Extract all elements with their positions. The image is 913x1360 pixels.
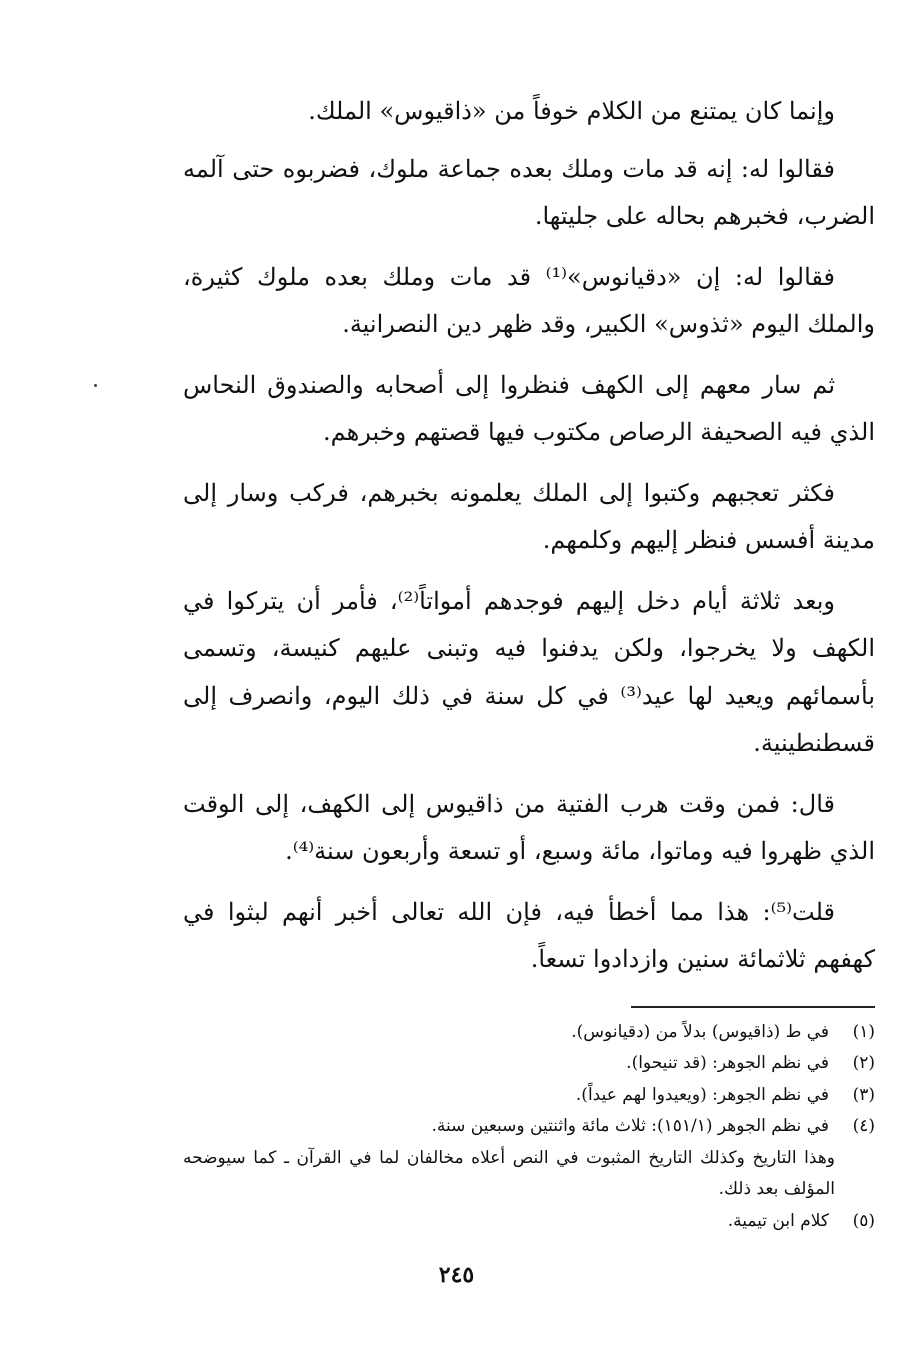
paragraph-7: قال: فمن وقت هرب الفتية من ذاقيوس إلى الكهف، إلى الوقت الذي ظهروا فيه وماتوا، مائة وسبع، أو تسعة وأربعون سنة⁽⁴⁾. <box>183 789 875 865</box>
scan-speck <box>94 384 97 387</box>
footnote-text: في نظم الجوهر: (ويعيدوا لهم عيداً). <box>575 1084 829 1105</box>
footnote-4-continuation: وهذا التاريخ وكذلك التاريخ المثبوت في النص أعلاه مخالفان لما في القرآن ـ كما سيوضحه المؤلف بعد ذلك. <box>183 1147 835 1199</box>
footnote-text: في نظم الجوهر: (قد تنيحوا). <box>626 1053 829 1073</box>
footnote-text: كلام ابن تيمية. <box>727 1210 829 1231</box>
footnote-number: (٢) <box>852 1053 875 1073</box>
footnote-number: (١) <box>852 1021 875 1042</box>
footnote-number: (٣) <box>852 1084 875 1105</box>
footnote-text: في نظم الجوهر (١٥١/١): ثلاث مائة واثنتين وسبعين سنة. <box>431 1116 829 1136</box>
page-number: ٢٤٥ <box>438 1262 475 1288</box>
footnote-3 <box>183 1080 875 1112</box>
footnote-4 <box>183 1111 875 1143</box>
paragraph-4: ثم سار معهم إلى الكهف فنظروا إلى أصحابه والصندوق النحاس الذي فيه الصحيفة الرصاص مكتوب فيها قصتهم وخبرهم. <box>183 370 875 446</box>
footnote-2 <box>183 1048 875 1080</box>
paragraph-6: وبعد ثلاثة أيام دخل إليهم فوجدهم أمواتاً⁽²⁾، فأمر أن يتركوا في الكهف ولا يخرجوا، ولكن يدفنوا فيه وتبنى عليهم كنيسة، وتسمى بأسمائهم ويعيد لها عيد⁽³⁾ في كل سنة في ذلك اليوم، وانصرف إلى قسطنطينية. <box>183 586 875 757</box>
footnote-1 <box>183 1017 875 1049</box>
paragraph-1: وإنما كان يمتنع من الكلام خوفاً من «ذاقيوس» الملك. <box>308 97 835 125</box>
paragraph-5: فكثر تعجبهم وكتبوا إلى الملك يعلمونه بخبرهم، فركب وسار إلى مدينة أفسس فنظر إليهم وكلمهم. <box>183 478 875 554</box>
footnote-number: (٤) <box>852 1116 875 1136</box>
footnote-5 <box>183 1206 875 1238</box>
footnote-text: في ط (ذاقيوس) بدلاً من (دقيانوس). <box>571 1021 829 1042</box>
paragraph-2: فقالوا له: إنه قد مات وملك بعده جماعة ملوك، فضربوه حتى آلمه الضرب، فخبرهم بحاله على جليتها. <box>183 154 875 230</box>
footnote-divider <box>631 1006 875 1008</box>
page-content <box>183 88 875 1338</box>
paragraph-8: قلت⁽⁵⁾: هذا مما أخطأ فيه، فإن الله تعالى أخبر أنهم لبثوا في كهفهم ثلاثمائة سنين وازدادوا تسعاً. <box>183 897 875 973</box>
footnotes <box>183 1017 875 1238</box>
main-text <box>183 88 875 984</box>
paragraph-3: فقالوا له: إن «دقيانوس»⁽¹⁾ قد مات وملك بعده ملوك كثيرة، والملك اليوم «ثذوس» الكبير، وقد ظهر دين النصرانية. <box>183 262 875 338</box>
footnote-number: (٥) <box>852 1210 875 1231</box>
